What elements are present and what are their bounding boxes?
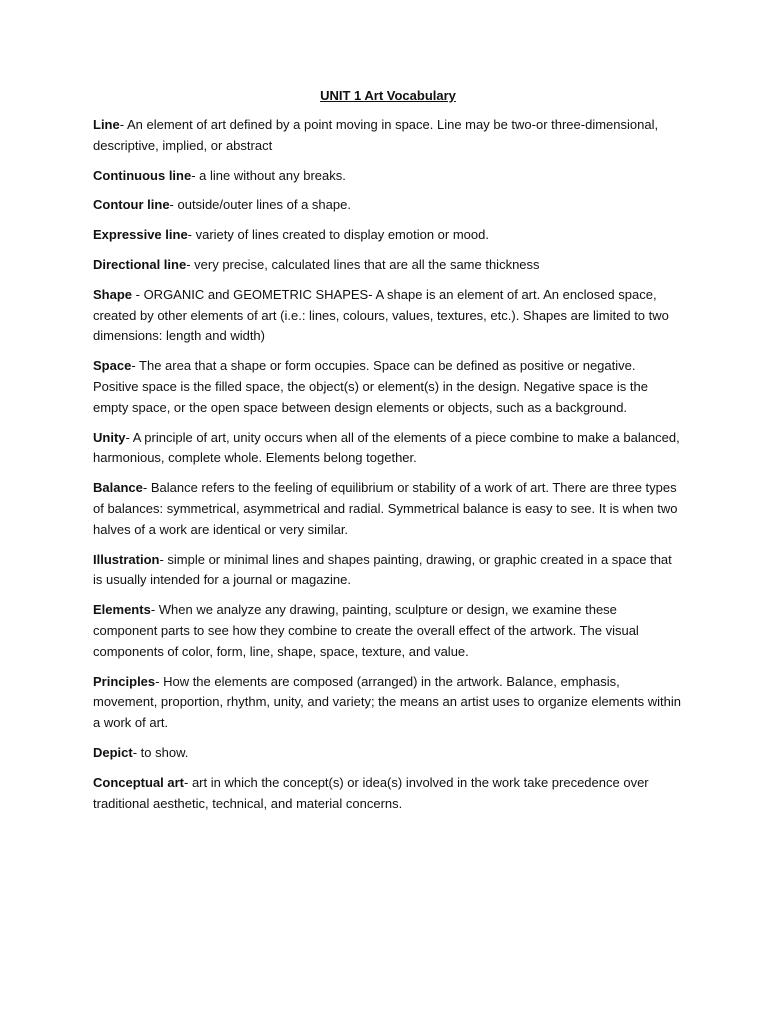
vocab-term: Illustration (93, 551, 160, 567)
vocab-entry-balance (93, 478, 683, 540)
vocab-entry-shape (93, 285, 683, 347)
vocab-term: Conceptual art (93, 774, 185, 790)
vocab-entry-continuous-line (93, 166, 683, 187)
vocab-entry-unity (93, 428, 683, 470)
vocab-definition: - When we analyze any drawing, painting, sculpture or design, we examine these component parts to see how they combine to create the overall effect of the artwork. The visual components of color, form, line, shape, space, texture, and value. (93, 602, 639, 659)
vocab-definition: - a line without any breaks. (191, 167, 346, 183)
vocab-entry-depict (93, 743, 683, 764)
vocab-entry-contour-line (93, 195, 683, 216)
vocab-definition: - ORGANIC and GEOMETRIC SHAPES- A shape is an element of art. An enclosed space, created by other elements of art (i.e.: lines, colours, values, textures, etc.). Shapes are limited to two dimensions: length and width) (93, 286, 669, 344)
vocab-term: Balance (93, 480, 143, 496)
vocab-term: Contour line (93, 197, 170, 213)
vocab-term: Unity (93, 429, 126, 445)
vocab-entry-principles (93, 672, 683, 734)
vocab-entry-conceptual-art (93, 773, 683, 815)
document-title: UNIT 1 Art Vocabulary (320, 88, 456, 103)
vocab-definition: - variety of lines created to display emotion or mood. (187, 227, 489, 243)
vocab-term: Elements (93, 602, 151, 618)
vocab-definition: - A principle of art, unity occurs when all of the elements of a piece combine to make a balanced, harmonious, complete whole. Elements belong together. (93, 429, 680, 466)
vocab-definition: - outside/outer lines of a shape. (169, 197, 351, 213)
vocab-definition: - to show. (132, 744, 189, 760)
vocab-definition: - art in which the concept(s) or idea(s) involved in the work take precedence over traditional aesthetic, technical, and material concerns. (93, 774, 649, 811)
vocab-term: Line (93, 117, 120, 132)
vocab-term: Continuous line (93, 167, 192, 183)
vocab-entry-elements (93, 600, 683, 662)
vocab-definition: - How the elements are composed (arranged) in the artwork. Balance, emphasis, movement, proportion, rhythm, unity, and variety; the means an artist uses to organize elements within a work of art. (93, 673, 681, 731)
vocab-term: Expressive line (93, 227, 188, 243)
vocab-definition: - Balance refers to the feeling of equilibrium or stability of a work of art. There are three types of balances: symmetrical, asymmetrical and radial. Symmetrical balance is easy to see. It is when two halves of a work are identical or very similar. (93, 480, 678, 537)
vocab-term: Shape (93, 286, 133, 302)
vocab-term: Space (93, 358, 132, 374)
vocab-entry-line (93, 115, 683, 157)
vocab-entry-expressive-line (93, 225, 683, 246)
vocab-definition: - The area that a shape or form occupies. Space can be defined as positive or negative. Positive space is the filled space, the object(s) or element(s) in the design. Negative space is the empty space, or the open space between design elements or objects, such as a background. (93, 358, 648, 415)
vocab-term: Directional line (93, 256, 187, 272)
vocab-entry-space (93, 356, 683, 418)
vocab-definition: - simple or minimal lines and shapes painting, drawing, or graphic created in a space that is usually intended for a journal or magazine. (93, 551, 672, 588)
vocab-term: Principles (93, 673, 156, 689)
vocab-term: Depict (93, 744, 133, 760)
vocab-definition: - An element of art defined by a point moving in space. Line may be two-or three-dimensional, descriptive, implied, or abstract (93, 117, 659, 153)
vocab-entry-directional-line (93, 255, 683, 276)
document-page (93, 86, 683, 823)
vocab-definition: - very precise, calculated lines that are all the same thickness (186, 256, 540, 272)
vocab-entry-illustration (93, 550, 683, 592)
